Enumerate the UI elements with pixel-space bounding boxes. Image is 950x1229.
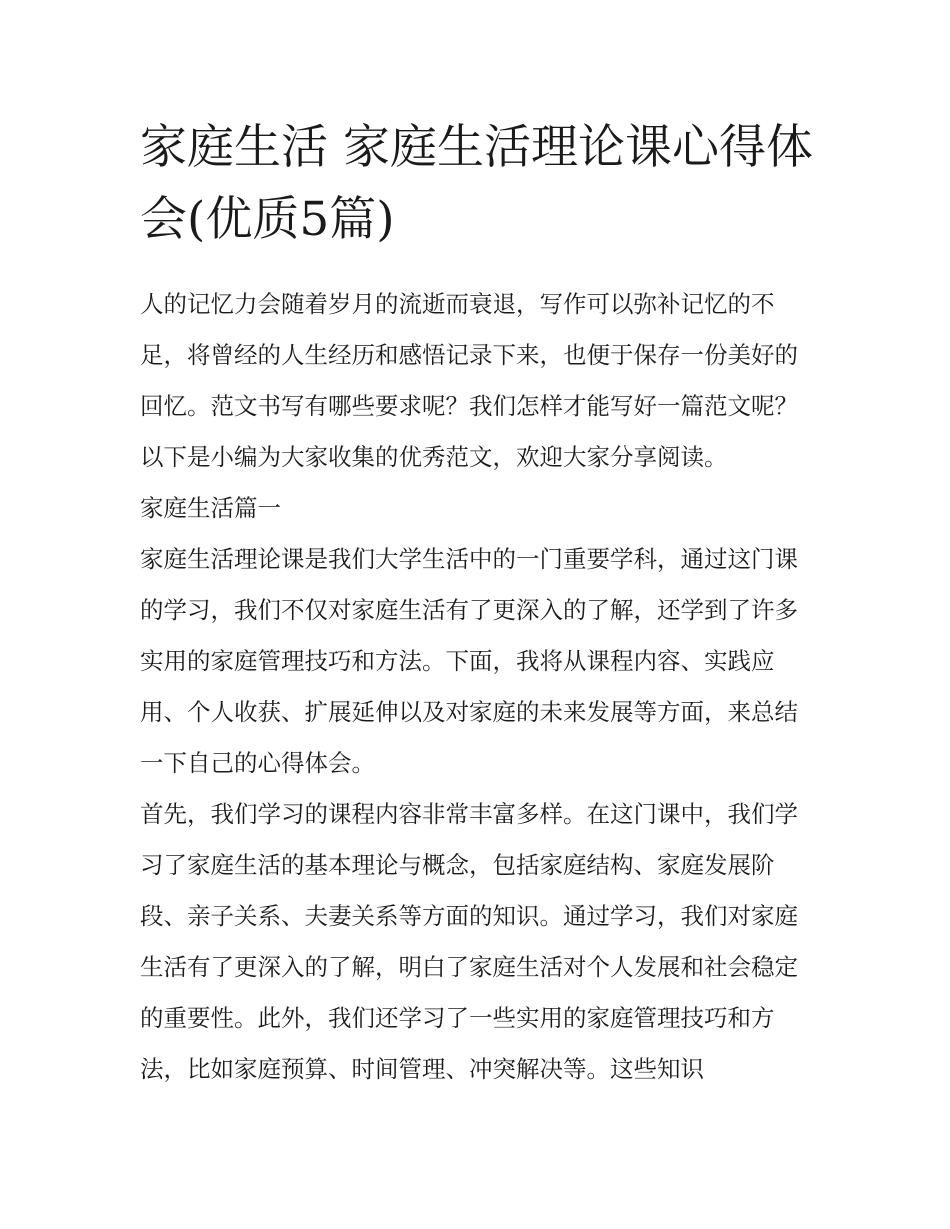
section-heading: 家庭生活篇一 (140, 494, 281, 522)
body-paragraph-1: 家庭生活理论课是我们大学生活中的一门重要学科，通过这门课的学习，我们不仅对家庭生活有了更深入的了解，还学到了许多实用的家庭管理技巧和方法。下面，我将从课程内容、实践应用、个人收获、扩展延伸以及对家庭的未来发展等方面，来总结一下自己的心得体会。 (140, 545, 798, 777)
document-body (140, 279, 820, 1095)
body-paragraph-2: 首先，我们学习的课程内容非常丰富多样。在这门课中，我们学习了家庭生活的基本理论与概念，包括家庭结构、家庭发展阶段、亲子关系、夫妻关系等方面的知识。通过学习，我们对家庭生活有了更深入的了解，明白了家庭生活对个人发展和社会稳定的重要性。此外，我们还学习了一些实用的家庭管理技巧和方法，比如家庭预算、时间管理、冲突解决等。这些知识 (140, 800, 798, 1083)
page-title: 家庭生活 家庭生活理论课心得体会(优质5篇) (140, 120, 813, 247)
intro-paragraph: 人的记忆力会随着岁月的流逝而衰退，写作可以弥补记忆的不足，将曾经的人生经历和感悟记录下来，也便于保存一份美好的回忆。范文书写有哪些要求呢？我们怎样才能写好一篇范文呢？以下是小编为大家收集的优秀范文，欢迎大家分享阅读。 (140, 290, 798, 471)
